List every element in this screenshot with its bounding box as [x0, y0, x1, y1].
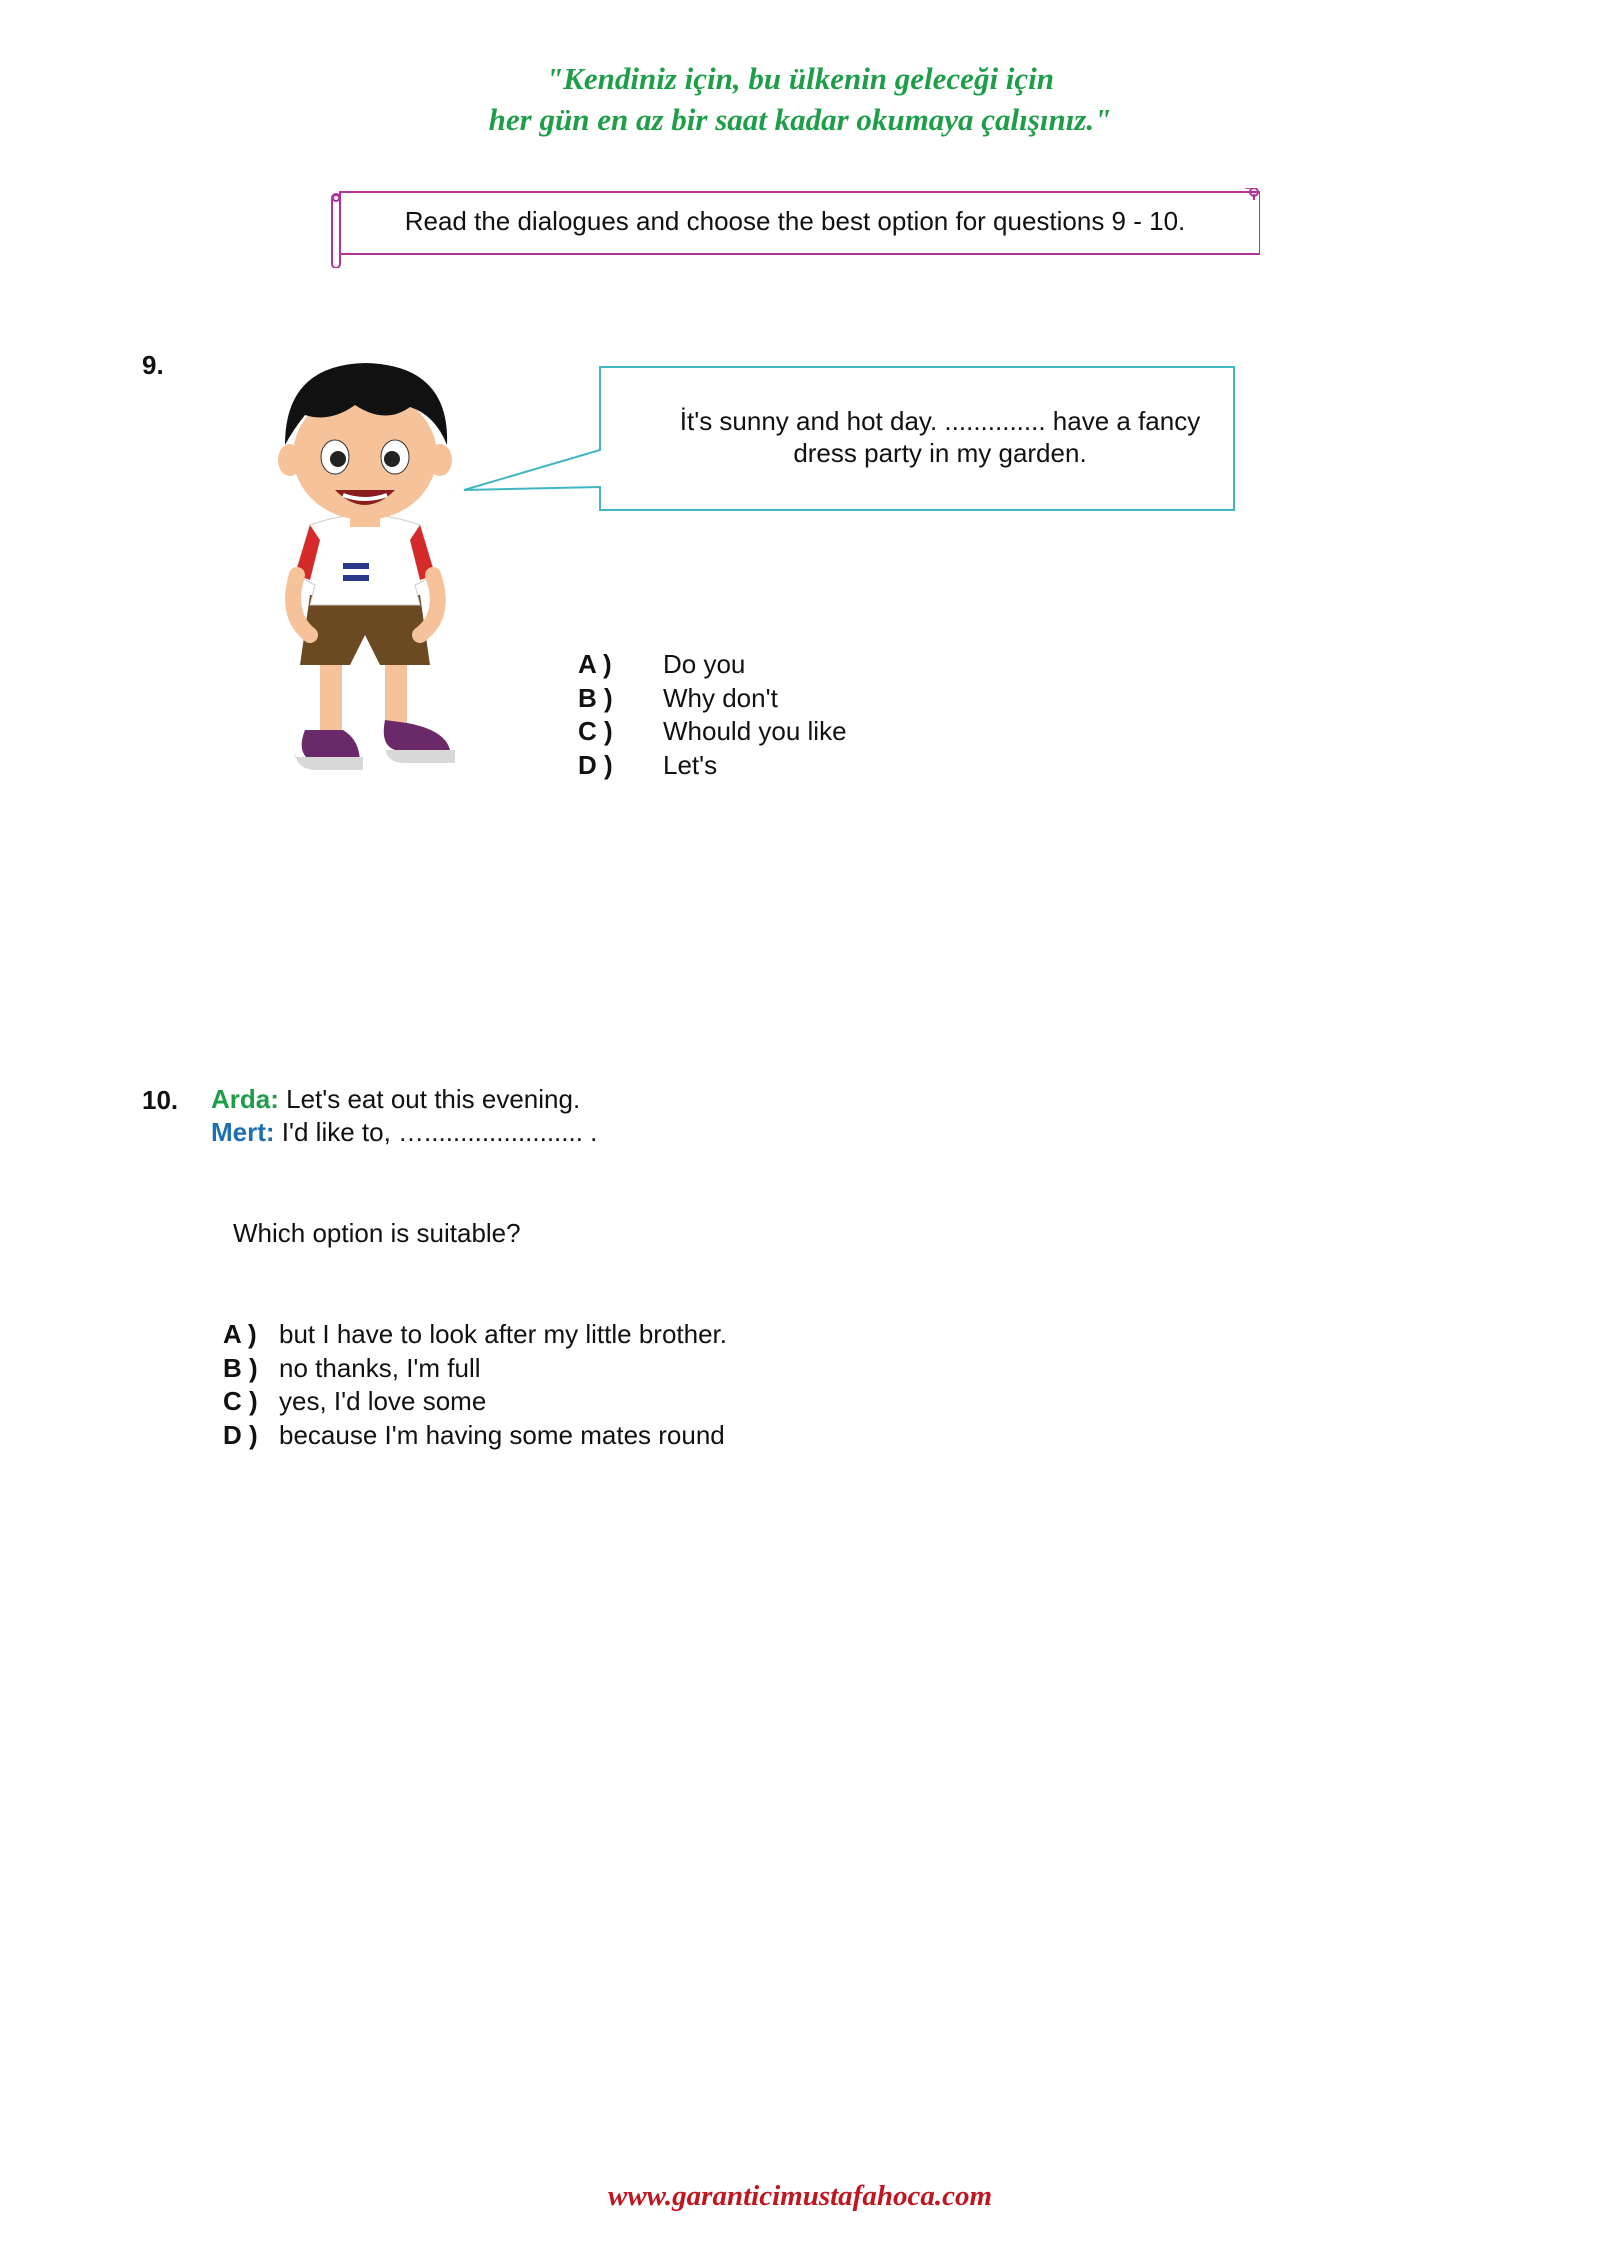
option-text: Why don't: [663, 682, 778, 713]
dialogue-line-arda: [211, 1083, 597, 1116]
question-9-options: [578, 648, 847, 782]
instruction-text: Read the dialogues and choose the best option for questions 9 - 10.: [404, 205, 1186, 236]
header-quote: [0, 58, 1600, 140]
header-quote-line1: "Kendiniz için, bu ülkenin geleceği için: [545, 61, 1055, 96]
option-text: Do you: [663, 649, 746, 679]
option-letter: B ): [578, 682, 613, 713]
option-letter: D ): [223, 1419, 258, 1450]
question-10-prompt: Which option is suitable?: [233, 1218, 521, 1248]
dialogue-text: I'd like to, …...................... .: [281, 1117, 598, 1147]
speaker-mert: Mert:: [211, 1117, 275, 1147]
option-text: yes, I'd love some: [279, 1386, 487, 1416]
option-letter: D ): [578, 749, 613, 780]
option-letter: C ): [223, 1386, 258, 1416]
dialogue-line-mert: [211, 1116, 597, 1149]
option-a[interactable]: [578, 648, 847, 682]
option-b[interactable]: [223, 1352, 727, 1386]
dialogue-text: Let's eat out this evening.: [286, 1084, 581, 1114]
option-text: but I have to look after my little brother.: [279, 1319, 728, 1349]
option-text: Whould you like: [663, 716, 847, 746]
option-a[interactable]: [223, 1318, 727, 1352]
question-9-number: 9.: [142, 350, 164, 380]
instruction-banner: [330, 188, 1260, 254]
speech-bubble: [460, 365, 1236, 515]
option-letter: A ): [578, 649, 612, 679]
option-text: because I'm having some mates round: [279, 1419, 725, 1450]
footer-website-link[interactable]: www.garanticimustafahoca.com: [607, 2180, 993, 2212]
option-d[interactable]: [223, 1419, 727, 1453]
speaker-arda: Arda:: [211, 1084, 279, 1114]
option-c[interactable]: [578, 715, 847, 749]
option-c[interactable]: [223, 1385, 727, 1419]
question-10-options: [223, 1318, 727, 1452]
boy-illustration: [235, 345, 495, 790]
option-letter: B ): [223, 1352, 258, 1383]
option-d[interactable]: [578, 749, 847, 783]
dialogue: [211, 1083, 597, 1149]
header-quote-line2: her gün en az bir saat kadar okumaya çalışınız.": [488, 102, 1112, 137]
option-text: no thanks, I'm full: [279, 1352, 481, 1383]
speech-text: İt's sunny and hot day. .............. have a fancy dress party in my garden.: [679, 406, 1201, 468]
option-text: Let's: [663, 749, 718, 780]
option-letter: A ): [223, 1319, 257, 1349]
question-10-number: 10.: [142, 1085, 179, 1115]
option-letter: C ): [578, 716, 613, 746]
option-b[interactable]: [578, 682, 847, 716]
